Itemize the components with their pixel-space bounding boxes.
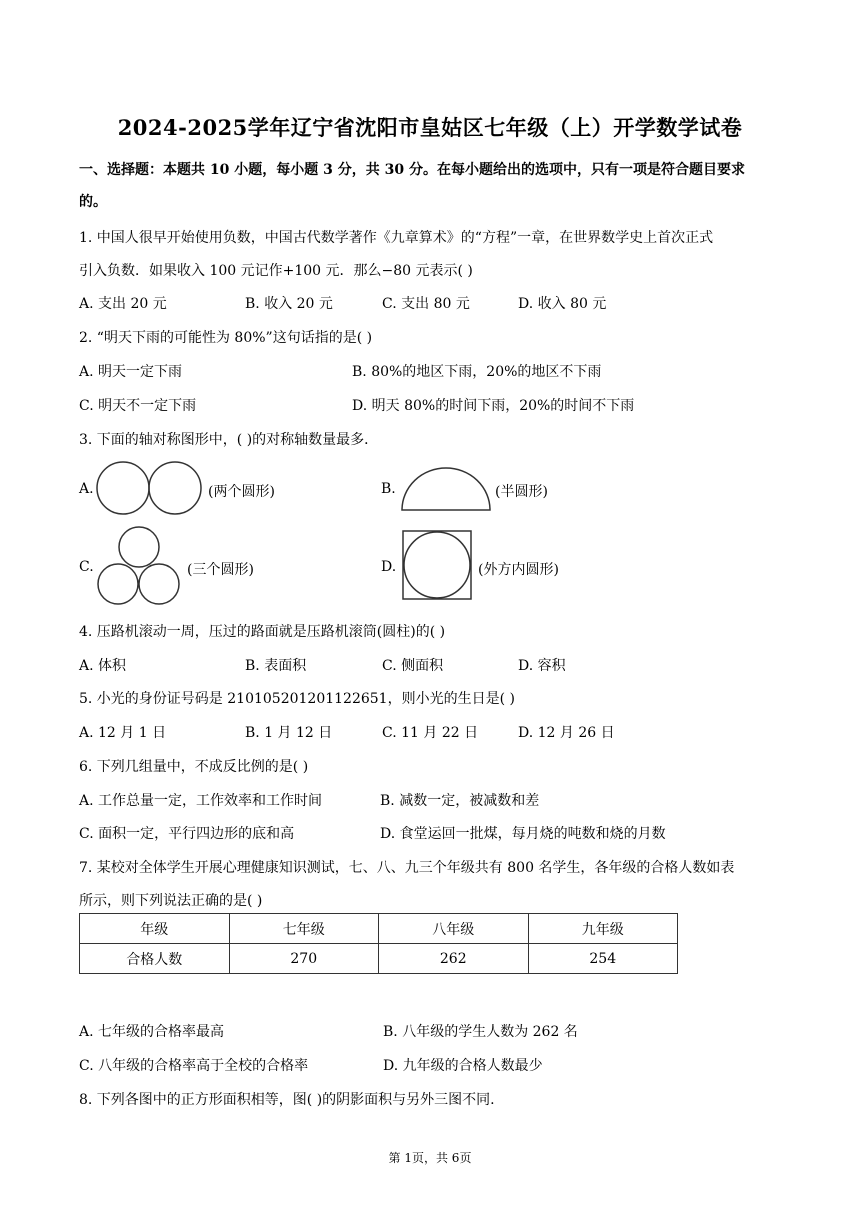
table-header-row (80, 914, 678, 944)
table-header-cell: 九年级 (528, 914, 678, 944)
three-circles-figure (96, 525, 184, 607)
q3-stem: 3. 下面的轴对称图形中，( )的对称轴数量最多． (79, 432, 379, 448)
q8-stem: 8. 下列各图中的正方形面积相等，图( )的阴影面积与另外三图不同. (79, 1092, 495, 1108)
table-cell: 270 (229, 944, 379, 974)
q6-stem: 6. 下列几组量中，不成反比例的是( ) (79, 759, 309, 775)
table-header-cell: 八年级 (379, 914, 529, 944)
q2-option-d: D. 明天 80%的时间下雨，20%的时间不下雨 (352, 398, 635, 414)
section-heading-line1: 一、选择题：本题共 10 小题，每小题 3 分，共 30 分。在每小题给出的选项中，只有一项是符合题目要求 (79, 162, 745, 178)
page-footer: 第 1页，共 6页 (388, 1151, 472, 1165)
q2-stem: 2. “明天下雨的可能性为 80%”这句话指的是( ) (79, 330, 373, 346)
pass-count-table (79, 913, 678, 974)
table-header-cell: 年级 (80, 914, 230, 944)
q2-option-b: B. 80%的地区下雨，20%的地区不下雨 (352, 364, 602, 380)
page-title: 2024-2025学年辽宁省沈阳市皇姑区七年级（上）开学数学试卷 (117, 115, 743, 140)
q5-option-d: D. 12 月 26 日 (518, 725, 615, 741)
q1-option-d: D. 收入 80 元 (518, 296, 607, 312)
q7-stem-line1: 7. 某校对全体学生开展心理健康知识测试，七、八、九三个年级共有 800 名学生，各年级的合格人数如表 (79, 860, 735, 876)
q4-stem: 4. 压路机滚动一周，压过的路面就是压路机滚筒(圆柱)的( ) (79, 624, 446, 640)
q5-option-a: A. 12 月 1 日 (79, 725, 167, 741)
circle-in-square-figure (401, 529, 473, 601)
semicircle-figure (400, 466, 492, 512)
q5-stem: 5. 小光的身份证号码是 210105201201122651，则小光的生日是( ) (79, 691, 515, 707)
q5-option-b: B. 1 月 12 日 (245, 725, 333, 741)
q3-caption-b: (半圆形) (495, 484, 548, 500)
q7-stem-line2: 所示，则下列说法正确的是( ) (79, 893, 263, 909)
q3-letter-c: C. (79, 559, 94, 575)
table-cell: 合格人数 (80, 944, 230, 974)
q2-option-a: A. 明天一定下雨 (79, 364, 183, 380)
q6-option-a: A. 工作总量一定，工作效率和工作时间 (79, 793, 323, 809)
section-heading-line2: 的。 (79, 194, 107, 210)
table-header-cell: 七年级 (229, 914, 379, 944)
q5-option-c: C. 11 月 22 日 (382, 725, 479, 741)
table-row (80, 944, 678, 974)
q7-option-b: B. 八年级的学生人数为 262 名 (383, 1024, 578, 1040)
q4-option-b: B. 表面积 (245, 658, 307, 674)
q7-option-c: C. 八年级的合格率高于全校的合格率 (79, 1058, 309, 1074)
q3-caption-c: (三个圆形) (187, 562, 254, 578)
q6-option-c: C. 面积一定，平行四边形的底和高 (79, 826, 295, 842)
q4-option-c: C. 侧面积 (382, 658, 444, 674)
q7-option-a: A. 七年级的合格率最高 (79, 1024, 225, 1040)
q1-stem-line1: 1. 中国人很早开始使用负数，中国古代数学著作《九章算术》的“方程”一章，在世界数学史上首次正式 (79, 230, 714, 246)
q3-caption-a: (两个圆形) (208, 484, 275, 500)
q3-letter-d: D. (381, 559, 397, 575)
q3-letter-b: B. (381, 481, 396, 497)
q6-option-b: B. 减数一定，被减数和差 (380, 793, 540, 809)
q1-option-a: A. 支出 20 元 (79, 296, 167, 312)
q2-option-c: C. 明天不一定下雨 (79, 398, 197, 414)
q7-option-d: D. 九年级的合格人数最少 (383, 1058, 543, 1074)
q3-caption-d: (外方内圆形) (478, 562, 559, 578)
q1-option-c: C. 支出 80 元 (382, 296, 470, 312)
table-cell: 254 (528, 944, 678, 974)
q3-letter-a: A. (79, 481, 94, 497)
q6-option-d: D. 食堂运回一批煤，每月烧的吨数和烧的月数 (380, 826, 666, 842)
q4-option-d: D. 容积 (518, 658, 566, 674)
q1-option-b: B. 收入 20 元 (245, 296, 333, 312)
two-circles-figure (96, 460, 206, 516)
q1-stem-line2: 引入负数．如果收入 100 元记作+100 元．那么−80 元表示( ) (79, 263, 473, 279)
q4-option-a: A. 体积 (79, 658, 127, 674)
table-cell: 262 (379, 944, 529, 974)
